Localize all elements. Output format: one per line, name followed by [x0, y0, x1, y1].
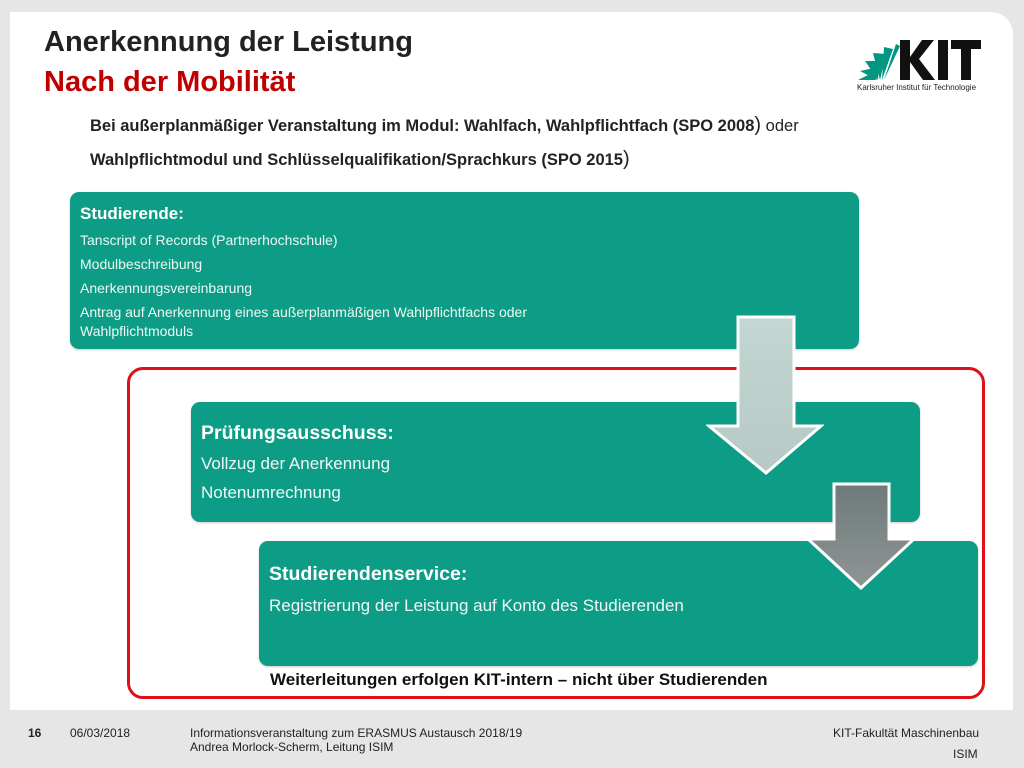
logo-subtitle: Karlsruher Institut für Technologie: [857, 83, 977, 92]
footer-date: 06/03/2018: [70, 726, 131, 740]
footer-event: Informationsveranstaltung zum ERASMUS Austausch 2018/19: [190, 726, 523, 740]
page-number: 16: [28, 726, 42, 740]
list-item: Notenumrechnung: [201, 483, 341, 502]
intro-line-1: Bei außerplanmäßiger Veranstaltung im Modul: Wahlfach, Wahlpflichtfach (SPO 2008) oder: [90, 114, 799, 136]
list-item: Vollzug der Anerkennung: [201, 454, 391, 473]
pruefungsausschuss-title: Prüfungsausschuss:: [201, 422, 394, 444]
list-item: Anerkennungsvereinbarung: [80, 280, 253, 296]
list-item: Tanscript of Records (Partnerhochschule): [80, 232, 338, 248]
footer-faculty: KIT-Fakultät Maschinenbau: [833, 726, 980, 740]
page-subtitle: Nach der Mobilität: [44, 66, 296, 98]
list-item: Antrag auf Anerkennung eines außerplanmäßigen Wahlpflichtfachs oder: [80, 304, 527, 320]
list-item: Registrierung der Leistung auf Konto des Studierenden: [269, 596, 684, 615]
page-title: Anerkennung der Leistung: [44, 26, 413, 58]
studierende-title: Studierende:: [80, 204, 184, 223]
down-arrow-icon: [805, 481, 917, 591]
footer-presenter: Andrea Morlock-Scherm, Leitung ISIM: [190, 740, 394, 754]
footer-unit: ISIM: [953, 747, 978, 761]
intro-line-2: Wahlpflichtmodul und Schlüsselqualifikation/Sprachkurs (SPO 2015): [90, 148, 630, 170]
list-item: Modulbeschreibung: [80, 256, 203, 272]
down-arrow-icon: [706, 314, 824, 476]
forwarding-note: Weiterleitungen erfolgen KIT-intern – nicht über Studierenden: [270, 670, 768, 689]
list-item: Wahlpflichtmoduls: [80, 323, 194, 339]
studierendenservice-title: Studierendenservice:: [269, 563, 468, 585]
